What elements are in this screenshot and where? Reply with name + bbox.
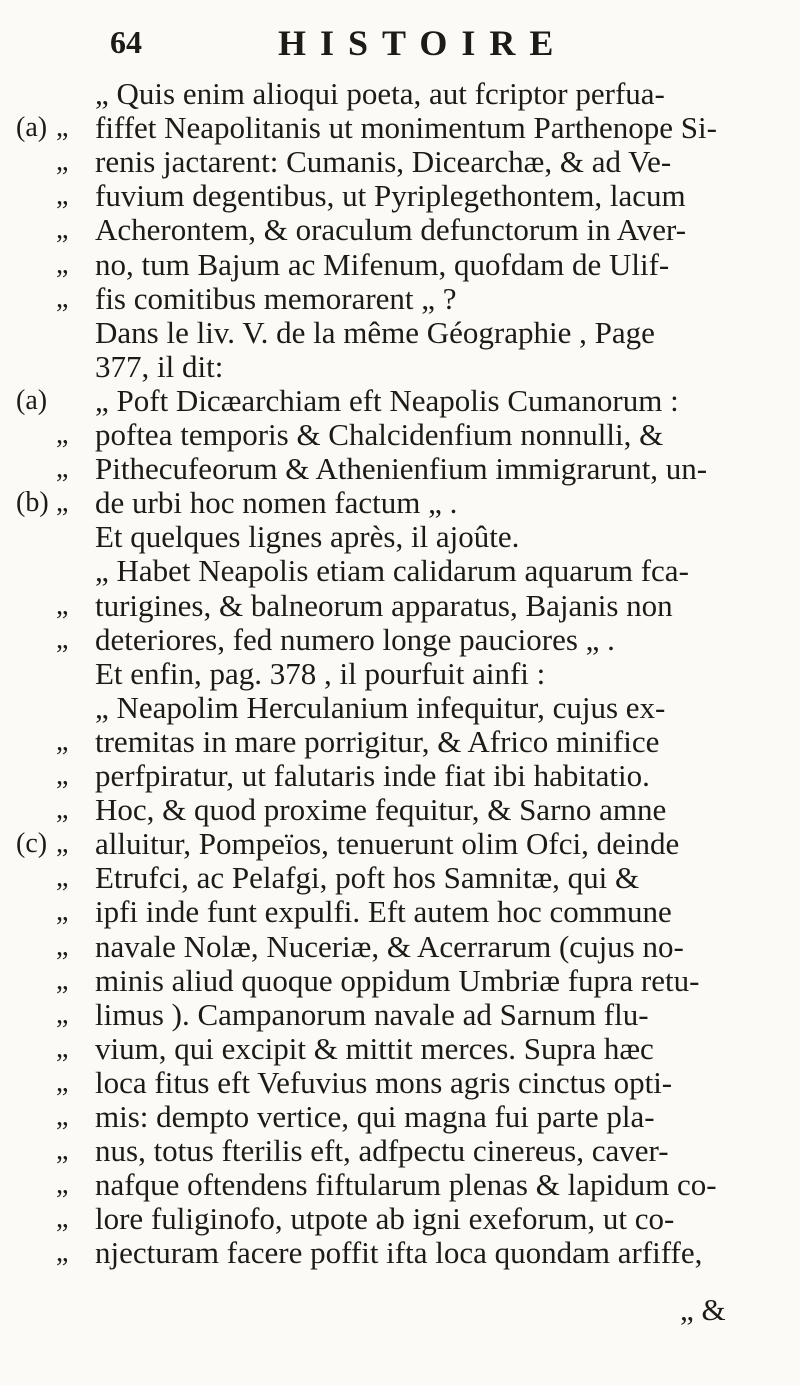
line-text: „ Poft Dicæarchiam eft Neapolis Cumanorum : (95, 382, 679, 418)
quote-mark: „ (56, 1135, 69, 1167)
line-text: deteriores, fed numero longe pauciores „ . (95, 621, 615, 657)
page-header (0, 18, 800, 68)
line-text: limus ). Campanorum navale ad Sarnum flu- (95, 996, 649, 1032)
line-text: „ Quis enim alioqui poeta, aut fcriptor perfua- (95, 76, 665, 111)
catchword: „ & (680, 1292, 726, 1327)
quote-mark: „ (56, 794, 69, 826)
quote-mark: „ (56, 248, 69, 280)
line-text: Etrufci, ac Pelafgi, poft hos Samnitæ, qui & (95, 860, 640, 896)
catchword-line (0, 1290, 800, 1330)
margin-note-marker: (b) (16, 487, 49, 519)
quote-mark: „ (56, 896, 69, 928)
line-text: Et quelques lignes après, il ajoûte. (95, 519, 520, 555)
line-text: mis: dempto vertice, qui magna fui parte pla- (95, 1099, 655, 1134)
line-text: Hoc, & quod proxime fequitur, & Sarno amne (95, 792, 667, 828)
quote-mark: „ (56, 589, 69, 621)
quote-mark: „ (56, 453, 69, 485)
quote-mark: „ (56, 282, 69, 314)
line-text: ipfi inde funt expulfi. Eft autem hoc commune (95, 894, 672, 930)
quote-mark: „ (56, 1101, 69, 1132)
line-text: no, tum Bajum ac Mifenum, quofdam de Ulif- (95, 246, 670, 282)
quote-mark: „ (56, 112, 69, 144)
line-text: „ Habet Neapolis etiam calidarum aquarum fca- (95, 553, 689, 589)
line-text: nafque oftendens fiftularum plenas & lapidum co- (95, 1167, 717, 1203)
line-text: lore fuliginofo, utpote ab igni exeforum, ut co- (95, 1201, 675, 1237)
line-text: Pithecufeorum & Athenienfium immigrarunt, un- (95, 451, 708, 487)
quote-mark: „ (56, 146, 69, 178)
line-text: Et enfin, pag. 378 , il pourfuit ainfi : (95, 655, 546, 691)
margin-note-marker: (a) (16, 384, 48, 416)
margin-note-marker: (c) (16, 828, 48, 860)
quote-mark: „ (56, 623, 69, 655)
line-text: njecturam facere poffit ifta loca quondam arfiffe, (95, 1235, 703, 1271)
line-text: vium, qui excipit & mittit merces. Supra hæc (95, 1030, 654, 1066)
line-text: loca fitus eft Vefuvius mons agris cinctus opti- (95, 1064, 673, 1100)
line-text: navale Nolæ, Nuceriæ, & Acerrarum (cujus no- (95, 928, 684, 964)
line-text: Dans le liv. V. de la même Géographie , Page (95, 314, 655, 350)
line-text: poftea temporis & Chalcidenfium nonnulli, & (95, 417, 664, 452)
quote-mark: „ (56, 180, 69, 212)
line-text: minis aliud quoque oppidum Umbriæ fupra retu- (95, 962, 700, 998)
margin-note-marker: (a) (16, 112, 48, 144)
line-text: fis comitibus memorarent „ ? (95, 280, 457, 316)
line-text: fuvium degentibus, ut Pyriplegethontem, lacum (95, 178, 686, 214)
quote-mark: „ (56, 1203, 69, 1235)
line-text: 377, il dit: (95, 348, 224, 384)
quote-mark: „ (56, 862, 69, 894)
line-text: perfpiratur, ut falutaris inde fiat ibi habitatio. (95, 758, 650, 793)
line-text: de urbi hoc nomen factum „ . (95, 485, 458, 521)
line-text: alluitur, Pompeïos, tenuerunt olim Ofci, deinde (95, 826, 680, 862)
line-text: „ Neapolim Herculanium infequitur, cujus ex- (95, 689, 666, 725)
line-text: turigines, & balneorum apparatus, Bajanis non (95, 587, 673, 623)
running-title: HISTOIRE (278, 23, 568, 63)
quote-mark: „ (56, 725, 69, 757)
quote-mark: „ (56, 1237, 69, 1269)
quote-mark: „ (56, 214, 69, 246)
line-text: renis jactarent: Cumanis, Dicearchæ, & ad Ve- (95, 144, 672, 180)
quote-mark: „ (56, 964, 69, 996)
line-text: Acherontem, & oraculum defunctorum in Aver- (95, 212, 687, 248)
quote-mark: „ (56, 487, 69, 519)
quote-mark: „ (56, 998, 69, 1030)
line-text: fiffet Neapolitanis ut monimentum Parthenope Si- (95, 110, 717, 146)
quote-mark: „ (56, 1032, 69, 1064)
quote-mark: „ (56, 828, 69, 860)
quote-mark: „ (56, 760, 69, 791)
quote-mark: „ (56, 930, 69, 962)
quote-mark: „ (56, 1066, 69, 1098)
line-text: tremitas in mare porrigitur, & Africo minifice (95, 723, 660, 759)
quote-mark: „ (56, 419, 69, 450)
text-line (0, 1233, 800, 1273)
line-text: nus, totus fterilis eft, adfpectu cinereus, caver- (95, 1133, 669, 1169)
quote-mark: „ (56, 1169, 69, 1201)
page-number: 64 (110, 24, 142, 60)
